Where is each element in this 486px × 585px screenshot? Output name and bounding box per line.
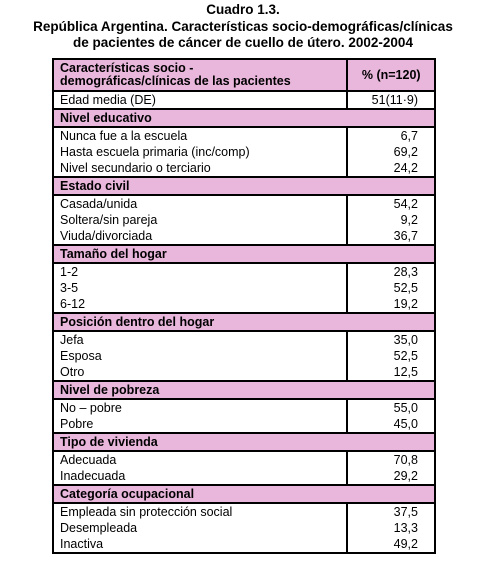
row-value: 51(11·9): [347, 91, 435, 109]
table-row: [53, 364, 435, 381]
characteristics-table: [52, 58, 436, 554]
row-label: Soltera/sin pareja: [53, 212, 347, 228]
table-row: [53, 212, 435, 228]
row-value: 37,5: [347, 503, 435, 520]
row-label: 6-12: [53, 296, 347, 313]
row-label: 3-5: [53, 280, 347, 296]
row-value: 24,2: [347, 160, 435, 177]
row-value: 28,3: [347, 263, 435, 280]
category-spacer: [347, 485, 435, 503]
row-label: Hasta escuela primaria (inc/comp): [53, 144, 347, 160]
table-row: [53, 348, 435, 364]
table-row: [53, 468, 435, 485]
table-row: [53, 503, 435, 520]
table-row: [53, 263, 435, 280]
category-row: [53, 177, 435, 195]
row-value: 9,2: [347, 212, 435, 228]
table-caption: [0, 2, 486, 52]
table-row: [53, 91, 435, 109]
row-label: Viuda/divorciada: [53, 228, 347, 245]
category-row: [53, 485, 435, 503]
row-label: Esposa: [53, 348, 347, 364]
row-label: Otro: [53, 364, 347, 381]
row-value: 55,0: [347, 399, 435, 416]
row-label: No – pobre: [53, 399, 347, 416]
category-row: [53, 381, 435, 399]
row-label: Pobre: [53, 416, 347, 433]
table-row: [53, 520, 435, 536]
header-characteristics-line2: demográficas/clínicas de las pacientes: [60, 74, 291, 88]
table-row: [53, 195, 435, 212]
row-value: 12,5: [347, 364, 435, 381]
table-row: [53, 296, 435, 313]
category-spacer: [347, 381, 435, 399]
table-row: [53, 280, 435, 296]
category-title: Tamaño del hogar: [53, 245, 347, 263]
row-value: 70,8: [347, 451, 435, 468]
category-spacer: [347, 177, 435, 195]
category-row: [53, 313, 435, 331]
row-label: Nivel secundario o terciario: [53, 160, 347, 177]
table-row: [53, 160, 435, 177]
category-spacer: [347, 313, 435, 331]
table-row: [53, 536, 435, 553]
row-label: Jefa: [53, 331, 347, 348]
category-title: Posición dentro del hogar: [53, 313, 347, 331]
row-value: 19,2: [347, 296, 435, 313]
category-row: [53, 245, 435, 263]
category-title: Tipo de vivienda: [53, 433, 347, 451]
row-value: 69,2: [347, 144, 435, 160]
table-row: [53, 331, 435, 348]
row-label: Inadecuada: [53, 468, 347, 485]
header-characteristics: [53, 59, 347, 91]
row-label: Casada/unida: [53, 195, 347, 212]
row-value: 29,2: [347, 468, 435, 485]
category-title: Estado civil: [53, 177, 347, 195]
header-percent: % (n=120): [347, 59, 435, 91]
table-row: [53, 451, 435, 468]
caption-title-line1: República Argentina. Características socio-demográficas/clínicas: [33, 18, 453, 34]
category-row: [53, 433, 435, 451]
category-spacer: [347, 245, 435, 263]
row-label: Nunca fue a la escuela: [53, 127, 347, 144]
caption-number: Cuadro 1.3.: [206, 2, 280, 17]
table-row: [53, 416, 435, 433]
row-value: 13,3: [347, 520, 435, 536]
category-title: Nivel educativo: [53, 109, 347, 127]
caption-title-line2: de pacientes de cáncer de cuello de útero. 2002-2004: [73, 35, 413, 50]
row-value: 52,5: [347, 280, 435, 296]
table-row: [53, 127, 435, 144]
category-spacer: [347, 433, 435, 451]
category-row: [53, 109, 435, 127]
table-header-row: [53, 59, 435, 91]
table-row: [53, 144, 435, 160]
row-value: 35,0: [347, 331, 435, 348]
row-value: 45,0: [347, 416, 435, 433]
row-label: 1-2: [53, 263, 347, 280]
row-value: 54,2: [347, 195, 435, 212]
category-spacer: [347, 109, 435, 127]
header-characteristics-line1: Características socio -: [60, 61, 194, 75]
category-title: Nivel de pobreza: [53, 381, 347, 399]
row-label: Desempleada: [53, 520, 347, 536]
table-row: [53, 228, 435, 245]
category-title: Categoría ocupacional: [53, 485, 347, 503]
row-label: Edad media (DE): [53, 91, 347, 109]
row-value: 52,5: [347, 348, 435, 364]
row-value: 6,7: [347, 127, 435, 144]
row-value: 36,7: [347, 228, 435, 245]
row-label: Inactiva: [53, 536, 347, 553]
row-label: Adecuada: [53, 451, 347, 468]
row-value: 49,2: [347, 536, 435, 553]
row-label: Empleada sin protección social: [53, 503, 347, 520]
table-row: [53, 399, 435, 416]
